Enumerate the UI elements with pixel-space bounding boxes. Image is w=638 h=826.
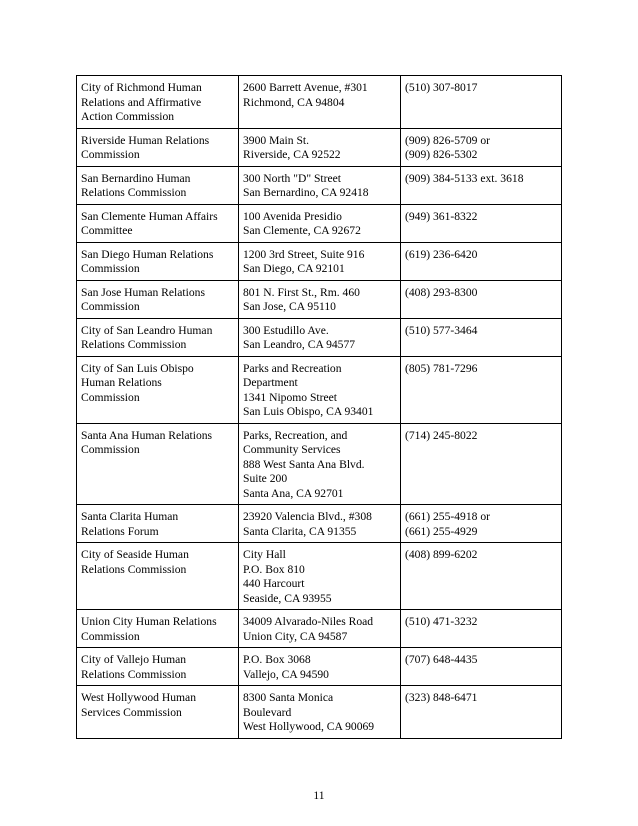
address-line: Parks, Recreation, and bbox=[243, 428, 348, 442]
address-line: 888 West Santa Ana Blvd. bbox=[243, 457, 365, 471]
address-line: Union City, CA 94587 bbox=[243, 629, 348, 643]
phone-cell bbox=[401, 128, 562, 166]
address-line: 300 Estudillo Ave. bbox=[243, 323, 329, 337]
phone-line: (909) 826-5302 bbox=[405, 148, 478, 161]
name-line: San Jose Human Relations bbox=[81, 285, 205, 299]
name-line: Commission bbox=[81, 148, 140, 161]
address-cell bbox=[239, 128, 401, 166]
address-line: 801 N. First St., Rm. 460 bbox=[243, 285, 360, 299]
name-line: Riverside Human Relations bbox=[81, 133, 210, 147]
address-line: 1200 3rd Street, Suite 916 bbox=[243, 247, 365, 261]
address-line: West Hollywood, CA 90069 bbox=[243, 720, 375, 733]
name-line: Commission bbox=[81, 629, 140, 643]
table-row bbox=[77, 686, 562, 739]
organization-name-cell bbox=[77, 423, 239, 505]
address-line: Suite 200 bbox=[243, 472, 288, 485]
table-row bbox=[77, 242, 562, 280]
name-line: Commission bbox=[81, 300, 140, 313]
phone-line: (949) 361-8322 bbox=[405, 209, 478, 223]
name-line: Relations and Affirmative bbox=[81, 95, 202, 109]
phone-cell bbox=[401, 610, 562, 648]
phone-cell bbox=[401, 280, 562, 318]
address-line: 34009 Alvarado-Niles Road bbox=[243, 615, 374, 628]
phone-cell bbox=[401, 686, 562, 739]
name-line: Santa Ana Human Relations bbox=[81, 428, 213, 442]
address-line: City Hall bbox=[243, 548, 286, 561]
name-line: Union City Human Relations bbox=[81, 615, 217, 628]
address-cell bbox=[239, 505, 401, 543]
address-line: P.O. Box 810 bbox=[243, 562, 305, 576]
table-row bbox=[77, 505, 562, 543]
phone-line: (323) 848-6471 bbox=[405, 691, 478, 704]
phone-line: (510) 577-3464 bbox=[405, 323, 478, 337]
table-row bbox=[77, 166, 562, 204]
address-line: Riverside, CA 92522 bbox=[243, 148, 341, 161]
phone-cell bbox=[401, 166, 562, 204]
address-line: Parks and Recreation bbox=[243, 361, 342, 375]
organization-name-cell bbox=[77, 648, 239, 686]
table-row bbox=[77, 280, 562, 318]
organization-name-cell bbox=[77, 686, 239, 739]
address-cell bbox=[239, 423, 401, 505]
name-line: City of Richmond Human bbox=[81, 81, 202, 94]
name-line: Services Commission bbox=[81, 705, 182, 719]
name-line: Santa Clarita Human bbox=[81, 510, 179, 523]
phone-line: (909) 826-5709 or bbox=[405, 133, 491, 147]
name-line: San Bernardino Human bbox=[81, 171, 191, 185]
phone-cell bbox=[401, 204, 562, 242]
phone-cell bbox=[401, 423, 562, 505]
address-line: San Clemente, CA 92672 bbox=[243, 224, 361, 237]
address-cell bbox=[239, 356, 401, 423]
address-line: San Jose, CA 95110 bbox=[243, 300, 336, 313]
address-line: 100 Avenida Presidio bbox=[243, 209, 342, 223]
address-line: Department bbox=[243, 376, 298, 389]
address-cell bbox=[239, 648, 401, 686]
name-line: Relations Commission bbox=[81, 562, 187, 576]
name-line: City of San Leandro Human bbox=[81, 323, 213, 337]
address-line: Boulevard bbox=[243, 705, 292, 719]
address-line: 8300 Santa Monica bbox=[243, 691, 334, 704]
name-line: Relations Commission bbox=[81, 667, 187, 681]
organization-name-cell bbox=[77, 280, 239, 318]
address-line: Santa Ana, CA 92701 bbox=[243, 486, 344, 500]
address-line: 2600 Barrett Avenue, #301 bbox=[243, 81, 368, 94]
address-line: 1341 Nipomo Street bbox=[243, 390, 338, 404]
phone-line: (909) 384-5133 ext. 3618 bbox=[405, 171, 524, 185]
address-line: San Diego, CA 92101 bbox=[243, 262, 345, 275]
organization-name-cell bbox=[77, 356, 239, 423]
address-cell bbox=[239, 610, 401, 648]
phone-cell bbox=[401, 543, 562, 610]
phone-line: (619) 236-6420 bbox=[405, 247, 478, 261]
table-row bbox=[77, 543, 562, 610]
phone-cell bbox=[401, 76, 562, 129]
table-row bbox=[77, 318, 562, 356]
phone-line: (661) 255-4918 or bbox=[405, 510, 491, 523]
address-cell bbox=[239, 242, 401, 280]
name-line: West Hollywood Human bbox=[81, 691, 196, 704]
organization-name-cell bbox=[77, 505, 239, 543]
phone-cell bbox=[401, 318, 562, 356]
name-line: City of Seaside Human bbox=[81, 548, 189, 561]
address-line: 3900 Main St. bbox=[243, 133, 310, 147]
address-cell bbox=[239, 686, 401, 739]
phone-line: (661) 255-4929 bbox=[405, 524, 478, 538]
directory-table-body bbox=[77, 76, 562, 739]
phone-cell bbox=[401, 505, 562, 543]
address-cell bbox=[239, 76, 401, 129]
organization-name-cell bbox=[77, 128, 239, 166]
address-line: Santa Clarita, CA 91355 bbox=[243, 524, 357, 538]
address-cell bbox=[239, 318, 401, 356]
table-row bbox=[77, 128, 562, 166]
table-row bbox=[77, 610, 562, 648]
address-line: 440 Harcourt bbox=[243, 577, 305, 590]
name-line: Relations Commission bbox=[81, 186, 187, 199]
phone-line: (805) 781-7296 bbox=[405, 361, 478, 375]
phone-line: (510) 471-3232 bbox=[405, 615, 478, 628]
page-number: 11 bbox=[313, 789, 325, 802]
name-line: Commission bbox=[81, 390, 140, 404]
phone-cell bbox=[401, 648, 562, 686]
name-line: Relations Commission bbox=[81, 338, 187, 351]
name-line: San Diego Human Relations bbox=[81, 247, 214, 261]
address-line: 23920 Valencia Blvd., #308 bbox=[243, 510, 372, 523]
organization-name-cell bbox=[77, 166, 239, 204]
organization-name-cell bbox=[77, 610, 239, 648]
phone-cell bbox=[401, 356, 562, 423]
organization-name-cell bbox=[77, 204, 239, 242]
phone-cell bbox=[401, 242, 562, 280]
address-line: San Bernardino, CA 92418 bbox=[243, 186, 369, 199]
address-line: San Leandro, CA 94577 bbox=[243, 338, 356, 351]
name-line: Action Commission bbox=[81, 110, 175, 123]
address-cell bbox=[239, 204, 401, 242]
table-row bbox=[77, 423, 562, 505]
organization-name-cell bbox=[77, 242, 239, 280]
table-row bbox=[77, 648, 562, 686]
phone-line: (408) 293-8300 bbox=[405, 285, 478, 299]
address-line: Vallejo, CA 94590 bbox=[243, 667, 329, 681]
phone-line: (510) 307-8017 bbox=[405, 81, 478, 94]
organization-name-cell bbox=[77, 76, 239, 129]
name-line: Committee bbox=[81, 224, 133, 237]
name-line: Commission bbox=[81, 262, 140, 275]
name-line: City of Vallejo Human bbox=[81, 653, 187, 666]
address-cell bbox=[239, 166, 401, 204]
address-line: San Luis Obispo, CA 93401 bbox=[243, 405, 374, 418]
name-line: San Clemente Human Affairs bbox=[81, 209, 218, 223]
organization-name-cell bbox=[77, 318, 239, 356]
phone-line: (707) 648-4435 bbox=[405, 653, 478, 666]
name-line: Commission bbox=[81, 443, 140, 456]
table-row bbox=[77, 76, 562, 129]
name-line: Human Relations bbox=[81, 376, 162, 389]
name-line: City of San Luis Obispo bbox=[81, 361, 194, 375]
address-cell bbox=[239, 280, 401, 318]
phone-line: (714) 245-8022 bbox=[405, 428, 478, 442]
table-row bbox=[77, 204, 562, 242]
address-line: 300 North "D" Street bbox=[243, 171, 342, 185]
address-line: Seaside, CA 93955 bbox=[243, 591, 332, 605]
name-line: Relations Forum bbox=[81, 524, 159, 538]
directory-table bbox=[76, 75, 562, 739]
table-row bbox=[77, 356, 562, 423]
address-line: Richmond, CA 94804 bbox=[243, 95, 345, 109]
phone-line: (408) 899-6202 bbox=[405, 548, 478, 561]
organization-name-cell bbox=[77, 543, 239, 610]
address-line: P.O. Box 3068 bbox=[243, 653, 311, 666]
address-line: Community Services bbox=[243, 443, 341, 456]
address-cell bbox=[239, 543, 401, 610]
